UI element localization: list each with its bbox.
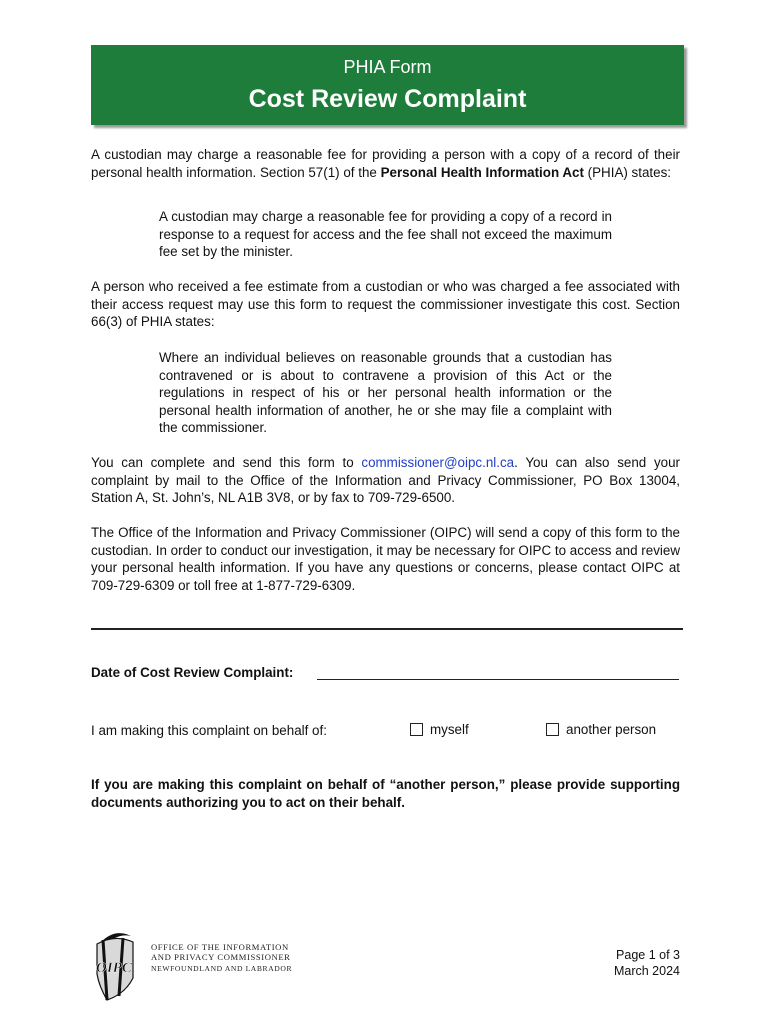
behalf-label: I am making this complaint on behalf of: [91,723,327,738]
act-name: Personal Health Information Act [380,164,584,180]
another-person-label: another person [566,722,657,737]
form-date: March 2024 [613,963,680,978]
intro-paragraph: A custodian may charge a reasonable fee for providing a person with a copy of a record of their personal health information. Section 57(1) of the Personal Health Information Act (PHIA) states: [91,147,680,180]
logo-emblem-text: OIPC [96,960,132,976]
oipc-paragraph: The Office of the Information and Privacy Commissioner (OIPC) will send a copy of this form to the custodian. In order to conduct our investigation, it may be necessary for OIPC to access and review your personal health information. If you have any questions or concerns, please contact OIPC at 709-729-6309 or toll free at 1-877-729-6309. [91,525,680,593]
another-person-checkbox[interactable] [546,723,559,736]
form-header-banner [91,45,684,125]
form-title: Cost Review Complaint [248,85,527,113]
fee-estimate-paragraph: A person who received a fee estimate from a custodian or who was charged a fee associated with their access request may use this form to request the commissioner investigate this cost. Section 66(3) of PHIA states: [91,279,680,330]
another-person-option[interactable] [546,722,656,737]
myself-option[interactable] [410,722,469,737]
myself-label: myself [430,722,469,737]
section-divider [91,628,683,630]
contact-paragraph: You can complete and send this form to commissioner@oipc.nl.ca. You can also send your complaint by mail to the Office of the Information and Privacy Commissioner, PO Box 13004, Station A, St. John’s, NL A1B 3V8, or by fax to 709-729-6500. [91,455,681,506]
supporting-documents-note: If you are making this complaint on behalf of “another person,” please provide supporting documents authorizing you to act on their behalf. [91,777,680,810]
email-link[interactable]: commissioner@oipc.nl.ca [361,455,515,470]
section-57-quote: A custodian may charge a reasonable fee for providing a copy of a record in response to a request for access and the fee shall not exceed the maximum fee set by the minister. [159,209,612,260]
myself-checkbox[interactable] [410,723,423,736]
section-66-quote: Where an individual believes on reasonable grounds that a custodian has contravened or is about to contravene a provision of this Act or the regulations in respect of his or her personal health information or the personal health information of another, he or she may file a complaint with the commissioner. [159,350,612,436]
date-field[interactable] [317,679,679,680]
logo-text: OFFICE OF THE INFORMATION AND PRIVACY COMMISSIONER NEWFOUNDLAND AND LABRADOR [151,942,293,973]
form-subtitle: PHIA Form [343,57,432,77]
page-number: Page 1 of 3 [616,948,680,962]
date-label: Date of Cost Review Complaint: [91,665,294,680]
page-footer [614,948,680,979]
